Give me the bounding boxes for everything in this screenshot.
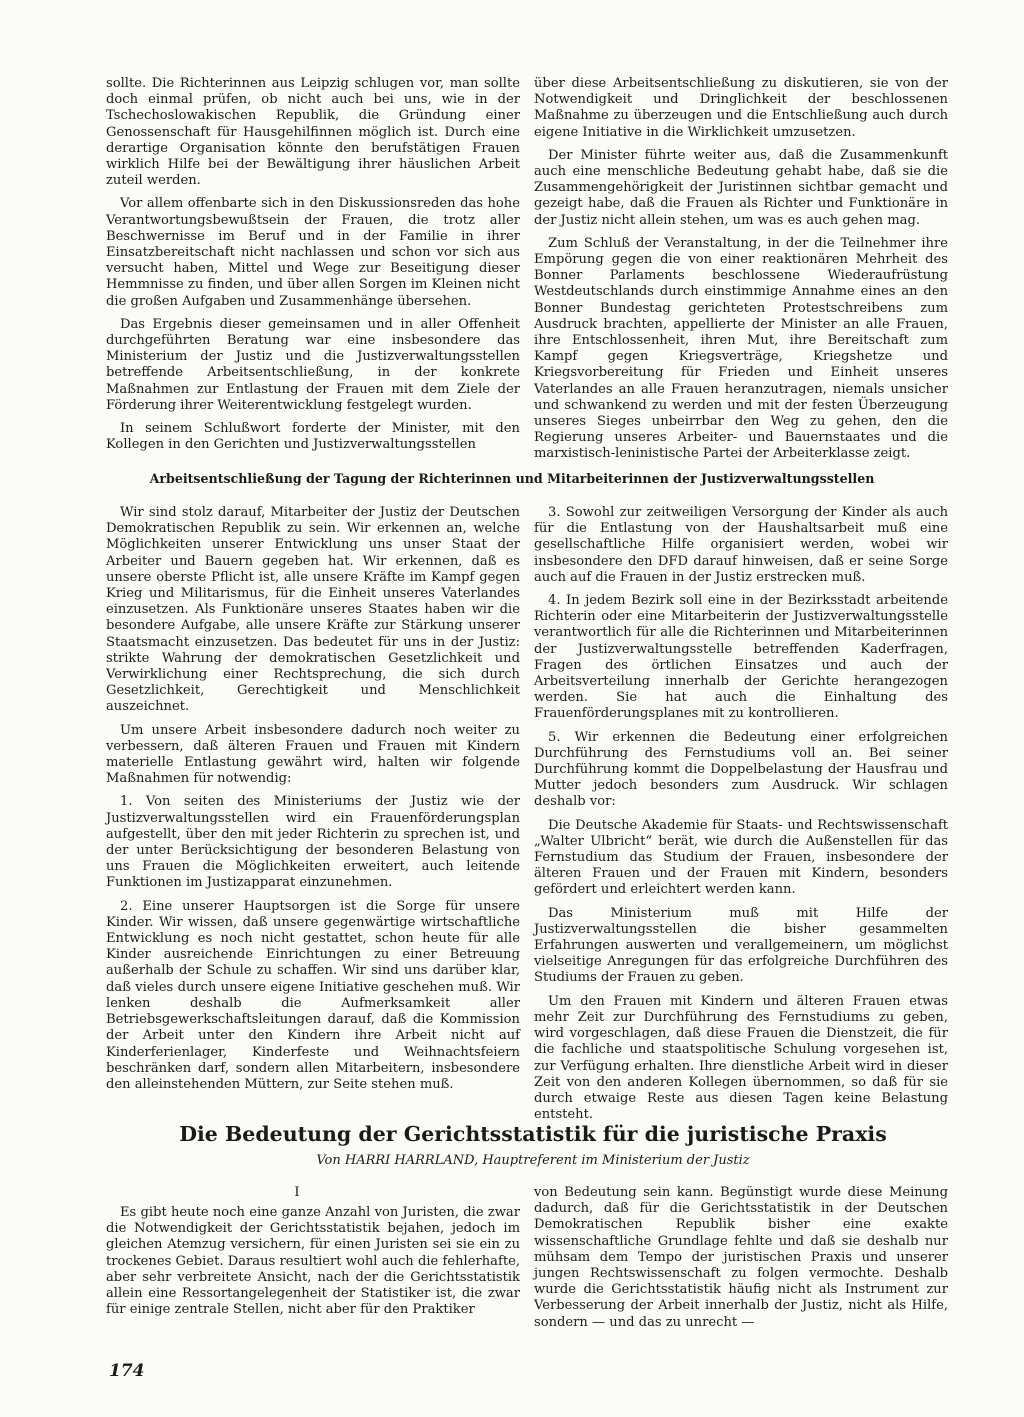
section-number: I <box>294 1185 300 1200</box>
paragraph: Um den Frauen mit Kindern und älteren Frauen etwas mehr Zeit zur Durchführung des Fernstudiums zu geben, wird vorgeschlagen, daß diese Frauen die Dienstzeit, die für die fachliche und staatspolitische Schulung vorgesehen ist, zur Verfügung erhalten. Ihre dienstliche Arbeit wird in dieser Zeit von den anderen Kollegen übernommen, so daß für sie durch etwaige Reste aus diesen Tagen keine Belastung entsteht. <box>534 993 948 1123</box>
numbered-item: 1. Von seiten des Ministeriums der Justiz wie der Justizverwaltungsstellen wird ein Frauenförderungsplan aufgestellt, über den mit jeder Richterin zu sprechen ist, und der unter Berücksichtigung der besonderen Belastung von uns Frauen die Möglichkeiten erweitert, auch leitende Funktionen im Justizapparat einzunehmen. <box>106 794 520 891</box>
numbered-item: 2. Eine unserer Hauptsorgen ist die Sorge für unsere Kinder. Wir wissen, daß unsere gegenwärtige wirtschaftliche Entwicklung es noch nicht gestattet, schon heute für alle Kinder ausreichende Einrichtungen zu einer Betreuung außerhalb der Schule zu schaffen. Wir sind uns darüber klar, daß vieles durch unsere eigene Initiative geschehen muß. Wir lenken deshalb die Aufmerksamkeit aller Betriebsgewerkschaftsleitungen darauf, daß die Kommission der Arbeit unter den Kindern ihre Arbeit nicht auf Kinderferienlager, Kinderfeste und Weihnachtsfeiern beschränken darf, sondern allen Mitarbeitern, insbesondere den alleinstehenden Müttern, zur Seite stehen muß. <box>106 898 520 1092</box>
paragraph: Das Ergebnis dieser gemeinsamen und in aller Offenheit durchgeführten Beratung war eine insbesondere das Ministerium der Justiz und die Justizverwaltungsstellen betreffende Arbeitsentschließung, in der konkrete Maßnahmen zur Entlastung der Frauen mit dem Ziele der Förderung ihrer Weiterentwicklung festgelegt wurden. <box>106 316 520 413</box>
paragraph: sollte. Die Richterinnen aus Leipzig schlugen vor, man sollte doch einmal prüfen, ob nicht auch bei uns, wie in der Tschechoslowakischen Republik, die Gründung einer Genossenschaft für Hausgehilfinnen möglich ist. Durch eine derartige Organisation könnte den berufstätigen Frauen wirklich Hilfe bei der Bewältigung ihrer häuslichen Arbeit zuteil werden. <box>106 76 520 189</box>
paragraph: Das Ministerium muß mit Hilfe der Justizverwaltungsstellen die bisher gesammelten Erfahrungen auswerten und verallgemeinern, um möglichst vielseitige Anregungen für das erfolgreiche Durchführen des Studiums der Frauen zu geben. <box>534 905 948 986</box>
article-title: Die Bedeutung der Gerichtsstatistik für die juristische Praxis <box>179 1122 887 1146</box>
article-left-column <box>106 1205 520 1318</box>
paragraph: Vor allem offenbarte sich in den Diskussionsreden das hohe Verantwortungsbewußtsein der Frauen, die trotz aller Beschwernisse im Beruf und in der Familie in ihrer Einsatzbereitschaft nicht nachlassen und schon vor sich aus versucht haben, Mittel und Wege zur Beseitigung dieser Hemmnisse zu finden, und über allen Sorgen im Kleinen nicht die großen Aufgaben und Zusammenhänge übersehen. <box>106 196 520 309</box>
section1-left-column <box>106 76 520 453</box>
paragraph: Wir sind stolz darauf, Mitarbeiter der Justiz der Deutschen Demokratischen Republik zu sein. Wir erkennen an, welche Möglichkeiten unserer Entwicklung uns unser Staat der Arbeiter und Bauern gegeben hat. Wir erkennen, daß es unsere oberste Pflicht ist, alle unsere Kräfte im Kampf gegen Krieg und Militarismus, für die Einheit unseres Vaterlandes einzusetzen. Als Funktionäre unseres Staates haben wir die besondere Aufgabe, alle unsere Kräfte zur Stärkung unserer Staatsmacht einzusetzen. Das bedeutet für uns in der Justiz: strikte Wahrung der demokratischen Gesetzlichkeit und Verwirklichung einer Rechtsprechung, die sich durch Gesetzlichkeit, Gerechtigkeit und Menschlichkeit auszeichnet. <box>106 505 520 715</box>
paragraph: Zum Schluß der Veranstaltung, in der die Teilnehmer ihre Empörung gegen die von einer reaktionären Mehrheit des Bonner Parlaments beschlossene Wiederaufrüstung Westdeutschlands durch einstimmige Annahme eines an den Bonner Bundestag gerichteten Protestschreibens zum Ausdruck brachten, appellierte der Minister an alle Frauen, ihre Entschlossenheit, ihren Mut, ihre Bereitschaft zum Kampf gegen Kriegsverträge, Kriegshetze und Kriegsvorbereitung für Frieden und Einheit unseres Vaterlandes an alle Frauen heranzutragen, niemals unsicher und schwankend zu werden und mit der festen Überzeugung unseres Sieges unbeirrbar den Weg zu gehen, den die Regierung unseres Arbeiter- und Bauernstaates und die marxistisch-leninistische Partei der Arbeiterklasse zeigt. <box>534 235 948 462</box>
paragraph: Der Minister führte weiter aus, daß die Zusammenkunft auch eine menschliche Bedeutung gehabt habe, daß sie die Zusammengehörigkeit der Juristinnen sichtbar gemacht und gezeigt habe, daß die Frauen als Richter und Funktionäre in der Justiz nicht allein stehen, um was es auch gehen mag. <box>534 147 948 228</box>
page-number: 174 <box>109 1361 145 1381</box>
paragraph: Es gibt heute noch eine ganze Anzahl von Juristen, die zwar die Notwendigkeit der Gerichtsstatistik bejahen, jedoch im gleichen Atemzug versichern, für einen Juristen sei sie ein zu trockenes Gebiet. Daraus resultiert wohl auch die fehlerhafte, aber sehr verbreitete Ansicht, nach der die Gerichtsstatistik allein eine Ressortangelegenheit der Statistiker ist, die zwar für einige zentrale Stellen, nicht aber für den Praktiker <box>106 1205 520 1318</box>
resolution-heading: Arbeitsentschließung der Tagung der Richterinnen und Mitarbeiterinnen der Justizverwaltungsstellen <box>149 471 875 486</box>
numbered-item: 4. In jedem Bezirk soll eine in der Bezirksstadt arbeitende Richterin oder eine Mitarbeiterin der Justizverwaltungsstelle verantwortlich für alle die Richterinnen und Mitarbeiterinnen der Justizverwaltungsstelle betreffenden Kaderfragen, Fragen des örtlichen Einsatzes und auch der Arbeitsverteilung innerhalb der Gerichte herangezogen werden. Sie hat auch die Einhaltung des Frauenförderungsplanes mit zu kontrollieren. <box>534 593 948 722</box>
paragraph: In seinem Schlußwort forderte der Minister, mit den Kollegen in den Gerichten und Justizverwaltungsstellen <box>106 421 520 453</box>
paragraph: Um unsere Arbeit insbesondere dadurch noch weiter zu verbessern, daß älteren Frauen und Frauen mit Kindern materielle Entlastung gewährt wird, halten wir folgende Maßnahmen für notwendig: <box>106 722 520 787</box>
paragraph: von Bedeutung sein kann. Begünstigt wurde diese Meinung dadurch, daß für die Gerichtsstatistik in der Deutschen Demokratischen Republik bisher eine exakte wissenschaftliche Grundlage fehlte und daß sie deshalb nur mühsam dem Tempo der juristischen Praxis und unserer jungen Rechtswissenschaft zu folgen vermochte. Deshalb wurde die Gerichtsstatistik häufig nicht als Instrument zur Verbesserung der Arbeit innerhalb der Justiz, nicht als Hilfe, sondern — und das zu unrecht — <box>534 1185 948 1330</box>
paragraph: Die Deutsche Akademie für Staats- und Rechtswissenschaft „Walter Ulbricht“ berät, wie durch die Außenstellen für das Fernstudium das Studium der Frauen, insbesondere der älteren Frauen und der Frauen mit Kindern, besonders gefördert und erleichtert werden kann. <box>534 817 948 898</box>
numbered-item: 5. Wir erkennen die Bedeutung einer erfolgreichen Durchführung des Fernstudiums voll an. Bei seiner Durchführung kommt die Doppelbelastung der Hausfrau und Mutter jedoch besonders zum Ausdruck. Wir schlagen deshalb vor: <box>534 729 948 810</box>
section2-right-column <box>534 505 948 1123</box>
section1-right-column <box>534 76 948 463</box>
article-right-column <box>534 1185 948 1331</box>
article-byline: Von HARRI HARRLAND, Hauptreferent im Ministerium der Justiz <box>316 1153 750 1168</box>
section2-left-column <box>106 505 520 1093</box>
numbered-item: 3. Sowohl zur zeitweiligen Versorgung der Kinder als auch für die Entlastung von der Haushaltsarbeit muß eine gesellschaftliche Hilfe organisiert werden, wobei wir insbesondere den DFD darauf hinweisen, daß er seine Sorge auch auf die Frauen in der Justiz erstrecken muß. <box>534 505 948 585</box>
paragraph: über diese Arbeitsentschließung zu diskutieren, sie von der Notwendigkeit und Dringlichkeit der beschlossenen Maßnahme zu überzeugen und die Entschließung auch durch eigene Initiative in die Wirklichkeit umzusetzen. <box>534 76 948 140</box>
